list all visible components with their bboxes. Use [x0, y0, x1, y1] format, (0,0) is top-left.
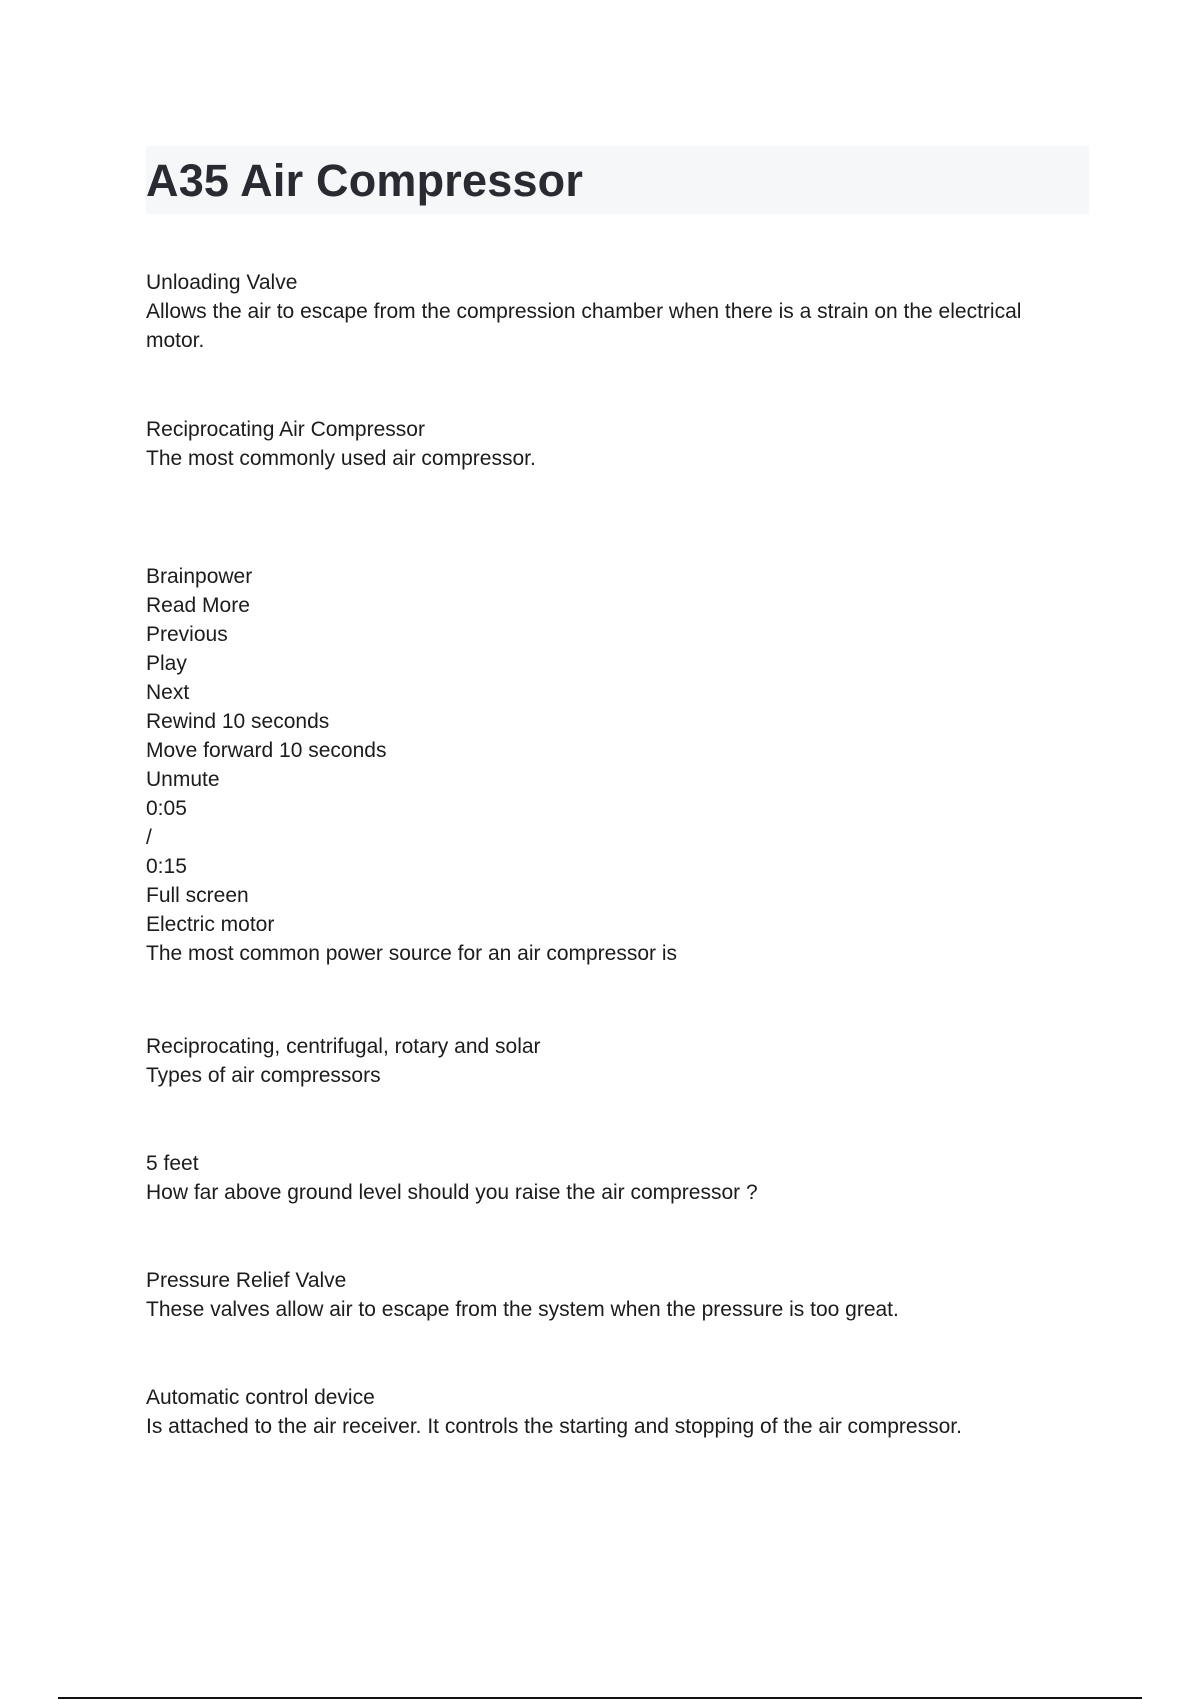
media-player-controls [146, 562, 1046, 968]
card-definition: The most commonly used air compressor. [146, 447, 536, 470]
flashcard-types [146, 1032, 1076, 1090]
card-definition: Is attached to the air receiver. It controls the starting and stopping of the air compressor. [146, 1415, 962, 1438]
card-definition: These valves allow air to escape from the system when the pressure is too great. [146, 1298, 899, 1321]
card-definition: The most common power source for an air compressor is [146, 942, 678, 965]
card-term: 5 feet [146, 1152, 199, 1175]
page-title: A35 Air Compressor [146, 154, 584, 206]
document-page [146, 146, 1089, 214]
rewind-button[interactable]: Rewind 10 seconds [146, 710, 330, 733]
flashcard-reciprocating-compressor [146, 415, 1076, 473]
card-term: Reciprocating, centrifugal, rotary and solar [146, 1035, 541, 1058]
flashcard-pressure-relief [146, 1266, 1076, 1324]
brainpower-logo-text[interactable]: Brainpower [146, 565, 253, 588]
play-button[interactable]: Play [146, 652, 187, 675]
flashcard-height [146, 1149, 1076, 1207]
next-button[interactable]: Next [146, 681, 190, 704]
previous-button[interactable]: Previous [146, 623, 228, 646]
unmute-button[interactable]: Unmute [146, 768, 220, 791]
title-band [146, 146, 1089, 214]
card-term: Electric motor [146, 913, 275, 936]
flashcard-automatic-control [146, 1383, 1076, 1441]
duration: 0:15 [146, 855, 187, 878]
card-definition: How far above ground level should you raise the air compressor ? [146, 1181, 758, 1204]
flashcard-unloading-valve [146, 268, 1076, 355]
read-more-link[interactable]: Read More [146, 594, 250, 617]
card-definition: Types of air compressors [146, 1064, 381, 1087]
time-separator: / [146, 826, 152, 849]
card-term: Unloading Valve [146, 271, 298, 294]
footer-divider [58, 1697, 1142, 1699]
card-term: Pressure Relief Valve [146, 1269, 347, 1292]
fullscreen-button[interactable]: Full screen [146, 884, 249, 907]
card-term: Automatic control device [146, 1386, 375, 1409]
card-definition: Allows the air to escape from the compression chamber when there is a strain on the electrical motor. [146, 300, 1022, 352]
forward-button[interactable]: Move forward 10 seconds [146, 739, 387, 762]
card-term: Reciprocating Air Compressor [146, 418, 425, 441]
current-time: 0:05 [146, 797, 187, 820]
